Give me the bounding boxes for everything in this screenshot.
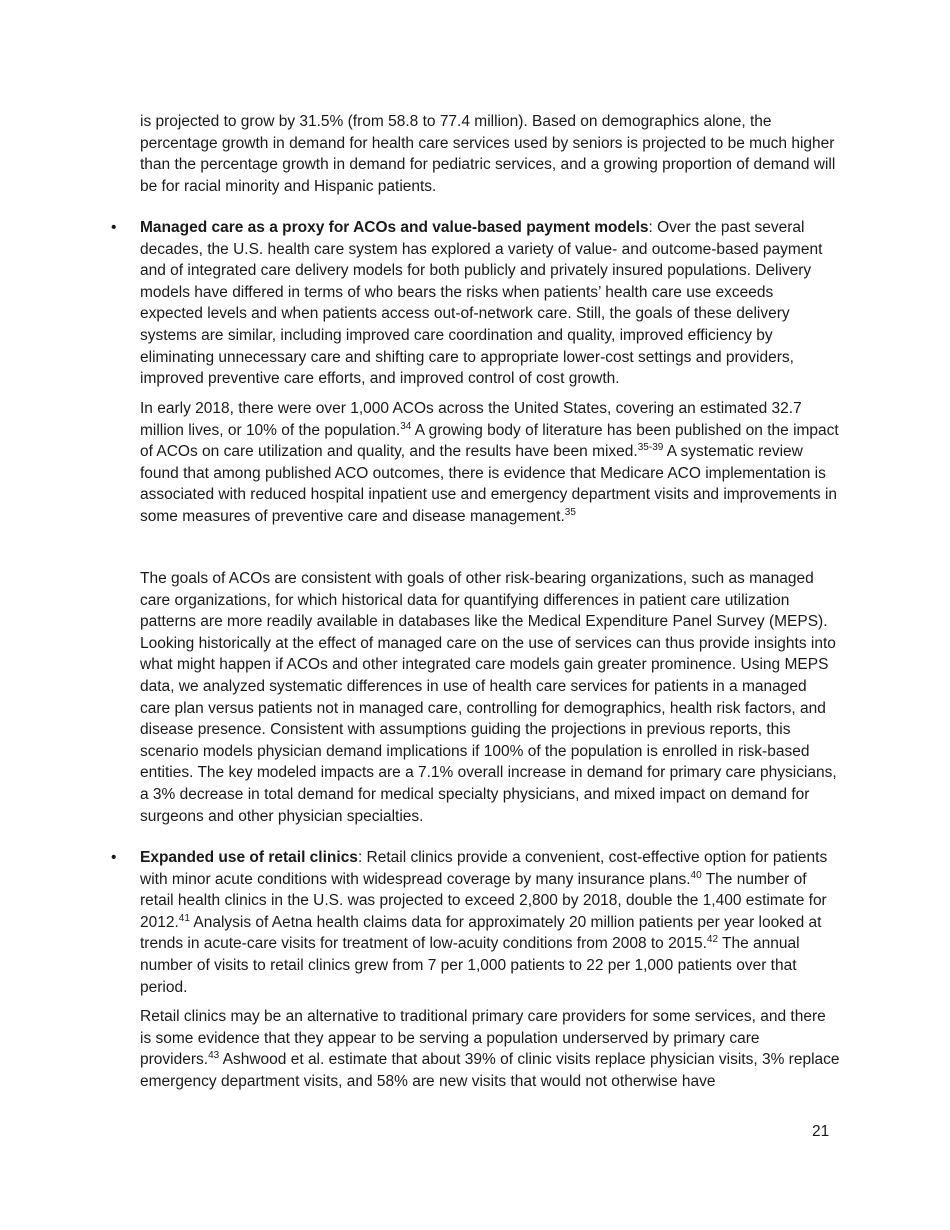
managed-care-body: : Over the past several decades, the U.S. health care system has explored a variety of value- and outcome-based payment and of integrated care delivery models for both publicly and privately insured populations. Delivery models have differed in terms of who bears the risks when patients’ health care use exceeds expected levels and when patients access out-of-network care. Still, the goals of these delivery systems are similar, including improved care coordination and quality, improved efficiency by eliminating unnecessary care and shifting care to appropriate lower-cost settings and providers, improved preventive care efforts, and improved control of cost growth. <box>140 219 823 388</box>
footnote-ref-41: 41 <box>178 912 190 924</box>
aco-text-3: A systematic review found that among published ACO outcomes, there is evidence that Medicare ACO implementation is associated with reduced hospital inpatient use and emergency department visits and improvements in some measures of preventive care and disease management. <box>140 443 838 525</box>
retail-clinics-heading: Expanded use of retail clinics <box>140 849 358 866</box>
retail-clinics-paragraph <box>140 847 840 998</box>
retail-text-3: Analysis of Aetna health claims data for approximately 20 million patients per year looked at trends in acute-care visits for treatment of low-acuity conditions from 2008 to 2015. <box>140 913 822 953</box>
page-number: 21 <box>812 1123 830 1140</box>
intro-paragraph <box>140 111 840 197</box>
retail-alt-text-2: Ashwood et al. estimate that about 39% of clinic visits replace physician visits, 3% replace emergency department visits, and 58% are new visits that would not otherwise have <box>140 1051 840 1090</box>
aco-goals-text: The goals of ACOs are consistent with goals of other risk-bearing organizations, such as managed care organizations, for which historical data for quantifying differences in patient care utilization patterns are more readily available in databases like the Medical Expenditure Panel Survey (MEPS). Looking historically at the effect of managed care on the use of services can thus provide insights into what might happen if ACOs and other integrated care models gain greater prominence. Using MEPS data, we analyzed systematic differences in use of health care services for patients in a managed care plan versus patients not in managed care, controlling for demographics, health risk factors, and disease presence. Consistent with assumptions guiding the projections in previous reports, this scenario models physician demand implications if 100% of the population is enrolled in risk-based entities. The key modeled impacts are a 7.1% overall increase in demand for primary care physicians, a 3% decrease in total demand for medical specialty physicians, and mixed impact on demand for surgeons and other physician specialties. <box>140 570 837 825</box>
managed-care-paragraph <box>140 217 840 390</box>
aco-paragraph <box>140 398 840 528</box>
retail-text-1: : Retail clinics provide a convenient, cost-effective option for patients with minor acute conditions with widespread coverage by many insurance plans. <box>140 849 828 888</box>
footnote-ref-35-39: 35-39 <box>637 442 664 454</box>
footnote-ref-43: 43 <box>208 1050 220 1062</box>
aco-text-2: A growing body of literature has been published on the impact of ACOs on care utilization and quality, and the results have been mixed. <box>140 421 839 461</box>
retail-text-4: The annual number of visits to retail clinics grew from 7 per 1,000 patients to 22 per 1,000 patients over that period. <box>140 935 800 996</box>
retail-alternative-paragraph <box>140 1006 840 1092</box>
footnote-ref-42: 42 <box>706 934 719 946</box>
footnote-ref-34: 34 <box>400 420 412 432</box>
aco-text-1: In early 2018, there were over 1,000 ACOs across the United States, covering an estimated 32.7 million lives, or 10% of the population. <box>140 400 802 439</box>
retail-alt-text-1: Retail clinics may be an alternative to traditional primary care providers for some services, and there is some evidence that they appear to be serving a population underserved by primary care providers. <box>140 1008 826 1069</box>
footnote-ref-40: 40 <box>690 869 702 881</box>
bullet-managed-care: • <box>111 219 117 236</box>
retail-text-2: The number of retail health clinics in the U.S. was projected to exceed 2,800 by 2018, double the 1,400 estimate for 2012. <box>140 870 827 931</box>
bullet-retail-clinics: • <box>111 849 117 866</box>
aco-goals-paragraph <box>140 568 840 827</box>
intro-text: is projected to grow by 31.5% (from 58.8 to 77.4 million). Based on demographics alone, the percentage growth in demand for health care services used by seniors is projected to be much higher than the percentage growth in demand for pediatric services, and a growing proportion of demand will be for racial minority and Hispanic patients. <box>140 113 836 195</box>
footnote-ref-35: 35 <box>564 506 576 518</box>
managed-care-heading: Managed care as a proxy for ACOs and value-based payment models <box>140 219 649 236</box>
